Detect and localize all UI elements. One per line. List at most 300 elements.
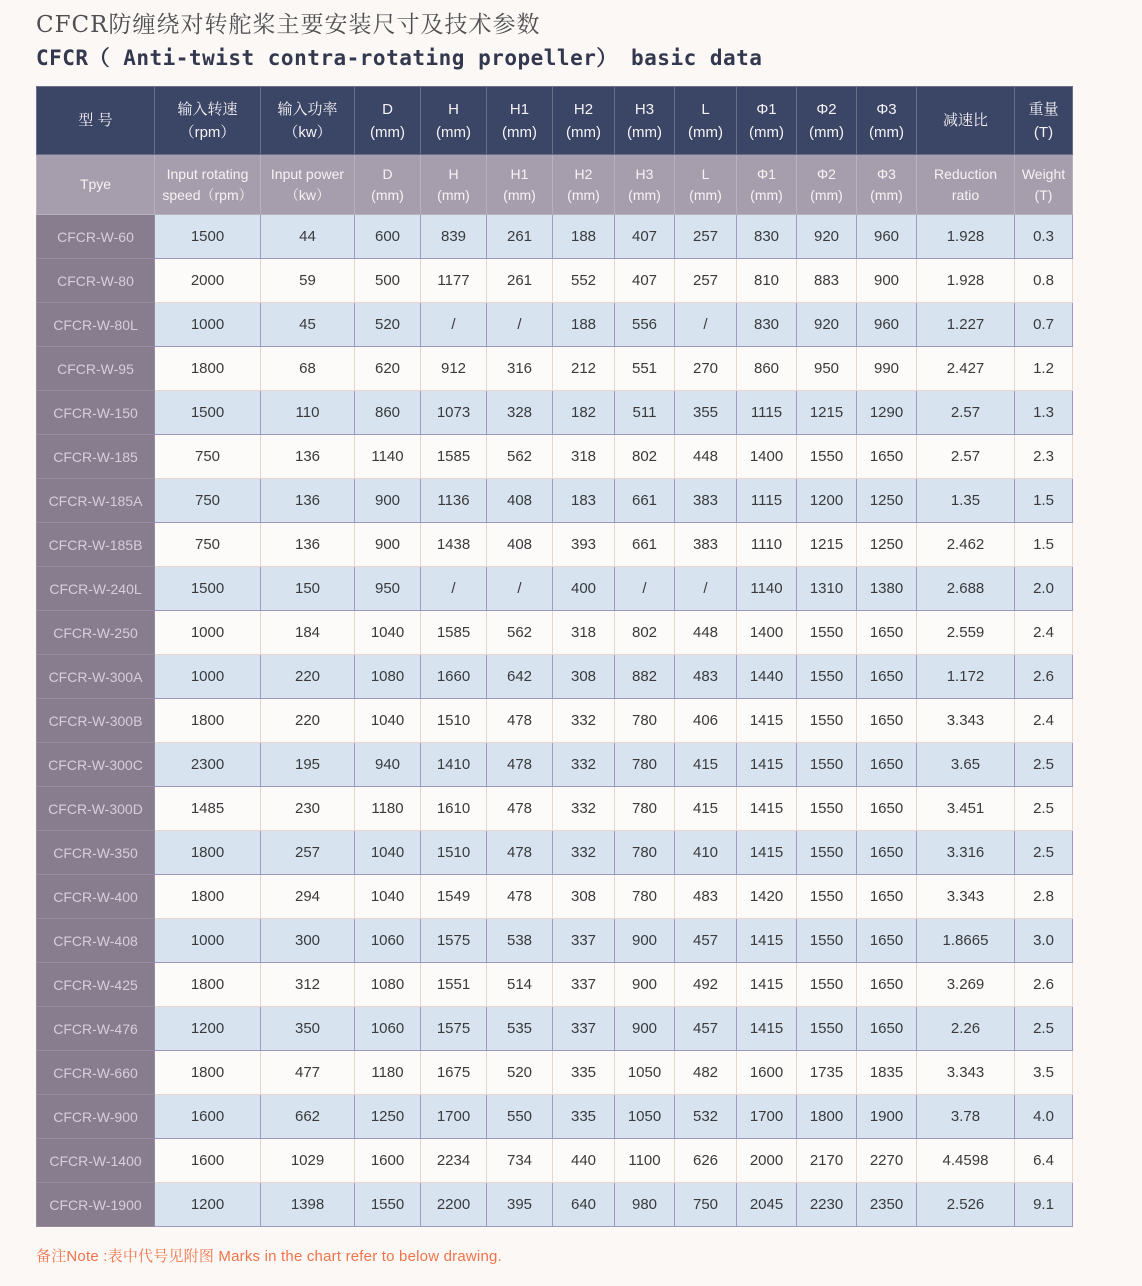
data-cell: 332: [553, 787, 615, 831]
header-line: (mm): [370, 123, 405, 141]
data-cell: 620: [355, 347, 421, 391]
data-cell: 1100: [615, 1139, 675, 1183]
type-cell: CFCR-W-240L: [37, 567, 155, 611]
table-row-CFCR-W-350: [37, 831, 1073, 875]
data-cell: 1115: [737, 391, 797, 435]
header-line: 型 号: [78, 112, 113, 130]
data-cell: 337: [553, 919, 615, 963]
data-cell: 920: [797, 303, 857, 347]
data-cell: 4.4598: [917, 1139, 1015, 1183]
page-title-chinese: CFCR防缠绕对转舵桨主要安装尺寸及技术参数: [36, 12, 541, 38]
data-cell: 1550: [797, 1007, 857, 1051]
data-cell: 3.78: [917, 1095, 1015, 1139]
header-line: (mm): [371, 186, 404, 203]
data-cell: 1600: [355, 1139, 421, 1183]
data-cell: 950: [797, 347, 857, 391]
data-cell: 3.316: [917, 831, 1015, 875]
header-line: (mm): [502, 123, 537, 141]
data-cell: 9.1: [1015, 1183, 1073, 1227]
data-cell: 1485: [155, 787, 261, 831]
data-cell: 1550: [797, 787, 857, 831]
data-cell: 1675: [421, 1051, 487, 1095]
header-line: (mm): [436, 123, 471, 141]
data-cell: 1415: [737, 919, 797, 963]
data-cell: 550: [487, 1095, 553, 1139]
data-cell: 1200: [155, 1007, 261, 1051]
data-cell: 1.172: [917, 655, 1015, 699]
data-cell: 1550: [797, 655, 857, 699]
data-cell: 960: [857, 303, 917, 347]
header-line: L: [701, 100, 710, 118]
data-cell: 552: [553, 259, 615, 303]
data-cell: 1650: [857, 699, 917, 743]
data-cell: 1650: [857, 1007, 917, 1051]
data-cell: 1.928: [917, 215, 1015, 259]
header-line: (mm): [503, 186, 536, 203]
table-row-CFCR-W-240L: [37, 567, 1073, 611]
data-cell: 457: [675, 1007, 737, 1051]
data-cell: 136: [261, 523, 355, 567]
data-cell: 1.5: [1015, 523, 1073, 567]
data-cell: 535: [487, 1007, 553, 1051]
data-cell: 734: [487, 1139, 553, 1183]
data-cell: 2045: [737, 1183, 797, 1227]
data-cell: 1000: [155, 919, 261, 963]
data-cell: 1250: [355, 1095, 421, 1139]
data-cell: 551: [615, 347, 675, 391]
data-cell: 2.0: [1015, 567, 1073, 611]
type-cell: CFCR-W-150: [37, 391, 155, 435]
data-cell: 1.5: [1015, 479, 1073, 523]
data-cell: 300: [261, 919, 355, 963]
header-line: (mm): [810, 186, 843, 203]
data-cell: 220: [261, 699, 355, 743]
header-line: 输入功率: [277, 100, 338, 118]
data-cell: 1800: [155, 1051, 261, 1095]
type-cell: CFCR-W-185B: [37, 523, 155, 567]
type-cell: CFCR-W-1400: [37, 1139, 155, 1183]
data-cell: 1000: [155, 303, 261, 347]
data-cell: 483: [675, 655, 737, 699]
data-cell: 477: [261, 1051, 355, 1095]
header-line: Input rotating: [166, 165, 249, 182]
data-cell: 511: [615, 391, 675, 435]
data-cell: 912: [421, 347, 487, 391]
data-cell: 750: [155, 479, 261, 523]
data-cell: 2.5: [1015, 1007, 1073, 1051]
type-cell: CFCR-W-660: [37, 1051, 155, 1095]
data-cell: 830: [737, 303, 797, 347]
header-en-cell-11: [857, 155, 917, 215]
data-cell: 1180: [355, 787, 421, 831]
data-cell: 1551: [421, 963, 487, 1007]
data-cell: 2.526: [917, 1183, 1015, 1227]
data-cell: 640: [553, 1183, 615, 1227]
data-cell: 3.0: [1015, 919, 1073, 963]
data-cell: 1.35: [917, 479, 1015, 523]
data-cell: 3.343: [917, 875, 1015, 919]
table-row-CFCR-W-150: [37, 391, 1073, 435]
table-row-CFCR-W-250: [37, 611, 1073, 655]
data-cell: 1415: [737, 963, 797, 1007]
data-cell: 626: [675, 1139, 737, 1183]
table-row-CFCR-W-476: [37, 1007, 1073, 1051]
type-cell: CFCR-W-1900: [37, 1183, 155, 1227]
data-cell: 1415: [737, 831, 797, 875]
table-body: [37, 215, 1073, 1227]
data-cell: 900: [615, 1007, 675, 1051]
header-line: （kw）: [284, 186, 331, 203]
header-line: Weight: [1021, 165, 1066, 182]
data-cell: 1136: [421, 479, 487, 523]
page-title-english: CFCR（ Anti-twist contra-rotating propeller） basic data: [36, 46, 763, 71]
data-cell: 312: [261, 963, 355, 1007]
data-cell: 1415: [737, 1007, 797, 1051]
header-line: H2: [574, 165, 593, 182]
header-zh-cell-9: [737, 87, 797, 155]
table-row-CFCR-W-1400: [37, 1139, 1073, 1183]
header-line: (T): [1033, 123, 1054, 141]
data-cell: 1400: [737, 611, 797, 655]
data-cell: 2.26: [917, 1007, 1015, 1051]
data-cell: 780: [615, 831, 675, 875]
type-cell: CFCR-W-408: [37, 919, 155, 963]
type-cell: CFCR-W-425: [37, 963, 155, 1007]
data-cell: 1177: [421, 259, 487, 303]
data-cell: 308: [553, 875, 615, 919]
header-line: Input power: [270, 165, 345, 182]
header-line: H2: [573, 100, 594, 118]
data-cell: 1650: [857, 743, 917, 787]
data-cell: 257: [675, 215, 737, 259]
data-cell: 1029: [261, 1139, 355, 1183]
data-cell: 478: [487, 743, 553, 787]
data-cell: 415: [675, 787, 737, 831]
data-cell: 2.6: [1015, 655, 1073, 699]
header-line: Φ1: [757, 165, 776, 182]
data-cell: 2.4: [1015, 611, 1073, 655]
header-en-cell-6: [553, 155, 615, 215]
type-cell: CFCR-W-250: [37, 611, 155, 655]
data-cell: 407: [615, 215, 675, 259]
header-line: (mm): [809, 123, 844, 141]
data-cell: 920: [797, 215, 857, 259]
data-cell: 1510: [421, 699, 487, 743]
table-head: [37, 87, 1073, 215]
data-cell: 900: [615, 963, 675, 1007]
data-cell: 538: [487, 919, 553, 963]
data-cell: 2.8: [1015, 875, 1073, 919]
header-zh-cell-3: [355, 87, 421, 155]
data-cell: 1415: [737, 743, 797, 787]
data-cell: 1585: [421, 435, 487, 479]
data-cell: 1550: [797, 919, 857, 963]
data-cell: 45: [261, 303, 355, 347]
data-cell: 3.343: [917, 699, 1015, 743]
header-line: D: [382, 165, 393, 182]
header-en-cell-3: [355, 155, 421, 215]
header-line: (mm): [750, 186, 783, 203]
header-line: 重量: [1028, 100, 1059, 118]
data-cell: 328: [487, 391, 553, 435]
header-en-cell-5: [487, 155, 553, 215]
data-cell: 1040: [355, 699, 421, 743]
data-cell: 1550: [797, 611, 857, 655]
data-cell: 1.227: [917, 303, 1015, 347]
data-cell: 940: [355, 743, 421, 787]
data-cell: 860: [737, 347, 797, 391]
header-line: L: [701, 165, 710, 182]
data-cell: 195: [261, 743, 355, 787]
data-cell: 1800: [155, 831, 261, 875]
data-cell: 457: [675, 919, 737, 963]
data-cell: 2.427: [917, 347, 1015, 391]
data-cell: 1500: [155, 215, 261, 259]
data-cell: /: [675, 303, 737, 347]
data-cell: 400: [553, 567, 615, 611]
data-cell: 1310: [797, 567, 857, 611]
header-en-cell-7: [615, 155, 675, 215]
data-cell: 383: [675, 523, 737, 567]
data-cell: 1410: [421, 743, 487, 787]
type-cell: CFCR-W-300A: [37, 655, 155, 699]
data-cell: 332: [553, 699, 615, 743]
data-cell: 1500: [155, 391, 261, 435]
data-cell: 1420: [737, 875, 797, 919]
data-cell: 562: [487, 611, 553, 655]
data-cell: 2.5: [1015, 787, 1073, 831]
data-cell: 188: [553, 303, 615, 347]
data-cell: 448: [675, 611, 737, 655]
data-cell: 1800: [797, 1095, 857, 1139]
header-en-cell-8: [675, 155, 737, 215]
data-cell: 750: [155, 523, 261, 567]
header-line: H1: [509, 100, 530, 118]
header-zh-cell-5: [487, 87, 553, 155]
header-zh-cell-2: [261, 87, 355, 155]
data-cell: 2.57: [917, 435, 1015, 479]
header-line: (mm): [437, 186, 470, 203]
data-cell: 2.6: [1015, 963, 1073, 1007]
data-cell: 4.0: [1015, 1095, 1073, 1139]
type-cell: CFCR-W-300D: [37, 787, 155, 831]
data-cell: 1073: [421, 391, 487, 435]
data-cell: 960: [857, 215, 917, 259]
data-cell: 520: [355, 303, 421, 347]
data-cell: 44: [261, 215, 355, 259]
type-cell: CFCR-W-185A: [37, 479, 155, 523]
data-cell: 1575: [421, 919, 487, 963]
data-cell: 1000: [155, 655, 261, 699]
data-cell: 150: [261, 567, 355, 611]
header-line: H3: [634, 100, 655, 118]
data-cell: 406: [675, 699, 737, 743]
data-cell: 1549: [421, 875, 487, 919]
data-cell: 1550: [797, 435, 857, 479]
data-cell: 1835: [857, 1051, 917, 1095]
data-cell: 212: [553, 347, 615, 391]
header-line: (mm): [689, 186, 722, 203]
header-line: Φ3: [876, 100, 897, 118]
data-cell: 514: [487, 963, 553, 1007]
header-line: Φ2: [816, 100, 837, 118]
data-cell: 2170: [797, 1139, 857, 1183]
data-cell: 1060: [355, 919, 421, 963]
data-cell: 780: [615, 875, 675, 919]
data-cell: 883: [797, 259, 857, 303]
data-cell: /: [615, 567, 675, 611]
header-row-english: [37, 155, 1073, 215]
header-row-chinese: [37, 87, 1073, 155]
data-cell: 2.4: [1015, 699, 1073, 743]
data-cell: 1115: [737, 479, 797, 523]
table-row-CFCR-W-400: [37, 875, 1073, 919]
data-cell: 408: [487, 523, 553, 567]
data-cell: 183: [553, 479, 615, 523]
type-cell: CFCR-W-60: [37, 215, 155, 259]
data-cell: 2270: [857, 1139, 917, 1183]
type-cell: CFCR-W-300C: [37, 743, 155, 787]
data-cell: 2000: [155, 259, 261, 303]
data-cell: 900: [355, 523, 421, 567]
header-line: Φ2: [817, 165, 836, 182]
header-line: (T): [1034, 186, 1053, 203]
data-cell: 483: [675, 875, 737, 919]
data-cell: 642: [487, 655, 553, 699]
data-cell: 1735: [797, 1051, 857, 1095]
data-cell: 1.2: [1015, 347, 1073, 391]
data-cell: 839: [421, 215, 487, 259]
data-cell: 0.3: [1015, 215, 1073, 259]
data-cell: 990: [857, 347, 917, 391]
data-cell: 0.8: [1015, 259, 1073, 303]
data-cell: 520: [487, 1051, 553, 1095]
data-cell: 1650: [857, 875, 917, 919]
data-cell: 1650: [857, 831, 917, 875]
data-cell: 1290: [857, 391, 917, 435]
header-line: H3: [635, 165, 654, 182]
data-cell: 1700: [421, 1095, 487, 1139]
data-cell: 1140: [737, 567, 797, 611]
table-row-CFCR-W-80: [37, 259, 1073, 303]
data-cell: 1.3: [1015, 391, 1073, 435]
header-line: 输入转速: [177, 100, 238, 118]
header-zh-cell-11: [857, 87, 917, 155]
type-cell: CFCR-W-400: [37, 875, 155, 919]
data-cell: 415: [675, 743, 737, 787]
data-cell: 1215: [797, 391, 857, 435]
data-cell: 492: [675, 963, 737, 1007]
data-cell: 1080: [355, 655, 421, 699]
data-cell: 1500: [155, 567, 261, 611]
data-cell: 261: [487, 215, 553, 259]
data-cell: 780: [615, 699, 675, 743]
basic-data-table: [36, 86, 1073, 1227]
data-cell: 410: [675, 831, 737, 875]
data-cell: 257: [675, 259, 737, 303]
data-cell: 1550: [797, 699, 857, 743]
data-cell: 1600: [155, 1095, 261, 1139]
data-cell: 393: [553, 523, 615, 567]
table-row-CFCR-W-300B: [37, 699, 1073, 743]
data-cell: 2230: [797, 1183, 857, 1227]
table-row-CFCR-W-660: [37, 1051, 1073, 1095]
data-cell: 830: [737, 215, 797, 259]
data-cell: 478: [487, 787, 553, 831]
type-cell: CFCR-W-185: [37, 435, 155, 479]
header-line: (mm): [567, 186, 600, 203]
data-cell: 2.688: [917, 567, 1015, 611]
header-line: （rpm）: [179, 123, 236, 141]
data-cell: 1650: [857, 963, 917, 1007]
header-line: (mm): [566, 123, 601, 141]
header-line: Φ3: [877, 165, 896, 182]
data-cell: 1040: [355, 831, 421, 875]
data-cell: 882: [615, 655, 675, 699]
data-cell: 1600: [155, 1139, 261, 1183]
data-cell: 337: [553, 963, 615, 1007]
data-cell: 2.57: [917, 391, 1015, 435]
type-cell: CFCR-W-350: [37, 831, 155, 875]
header-zh-cell-7: [615, 87, 675, 155]
table-row-CFCR-W-300A: [37, 655, 1073, 699]
data-cell: 1200: [155, 1183, 261, 1227]
data-cell: 810: [737, 259, 797, 303]
data-cell: 1110: [737, 523, 797, 567]
header-zh-cell-12: [917, 87, 1015, 155]
header-zh-cell-0: [37, 87, 155, 155]
data-cell: 2350: [857, 1183, 917, 1227]
data-cell: 1250: [857, 523, 917, 567]
header-line: H1: [510, 165, 529, 182]
table-row-CFCR-W-185: [37, 435, 1073, 479]
footer-note: 备注Note :表中代号见附图 Marks in the chart refer to below drawing.: [36, 1248, 502, 1266]
data-cell: 1040: [355, 611, 421, 655]
header-line: speed（rpm）: [162, 186, 253, 203]
header-en-cell-13: [1015, 155, 1073, 215]
data-cell: 3.451: [917, 787, 1015, 831]
header-zh-cell-4: [421, 87, 487, 155]
header-zh-cell-10: [797, 87, 857, 155]
data-cell: 1250: [857, 479, 917, 523]
data-cell: /: [487, 303, 553, 347]
data-cell: 1080: [355, 963, 421, 1007]
data-cell: 1200: [797, 479, 857, 523]
data-cell: 184: [261, 611, 355, 655]
data-cell: 3.343: [917, 1051, 1015, 1095]
data-cell: 1650: [857, 787, 917, 831]
data-cell: 2.3: [1015, 435, 1073, 479]
data-cell: 500: [355, 259, 421, 303]
type-cell: CFCR-W-80: [37, 259, 155, 303]
data-cell: 1800: [155, 699, 261, 743]
data-cell: 750: [675, 1183, 737, 1227]
header-line: 减速比: [942, 112, 988, 130]
data-cell: 1215: [797, 523, 857, 567]
data-cell: 3.65: [917, 743, 1015, 787]
data-cell: 780: [615, 743, 675, 787]
data-cell: 532: [675, 1095, 737, 1139]
data-cell: 3.5: [1015, 1051, 1073, 1095]
data-cell: 68: [261, 347, 355, 391]
table-row-CFCR-W-900: [37, 1095, 1073, 1139]
data-cell: 257: [261, 831, 355, 875]
table-row-CFCR-W-95: [37, 347, 1073, 391]
data-cell: 337: [553, 1007, 615, 1051]
data-cell: 2234: [421, 1139, 487, 1183]
header-line: Tpye: [79, 176, 112, 193]
data-cell: 318: [553, 435, 615, 479]
